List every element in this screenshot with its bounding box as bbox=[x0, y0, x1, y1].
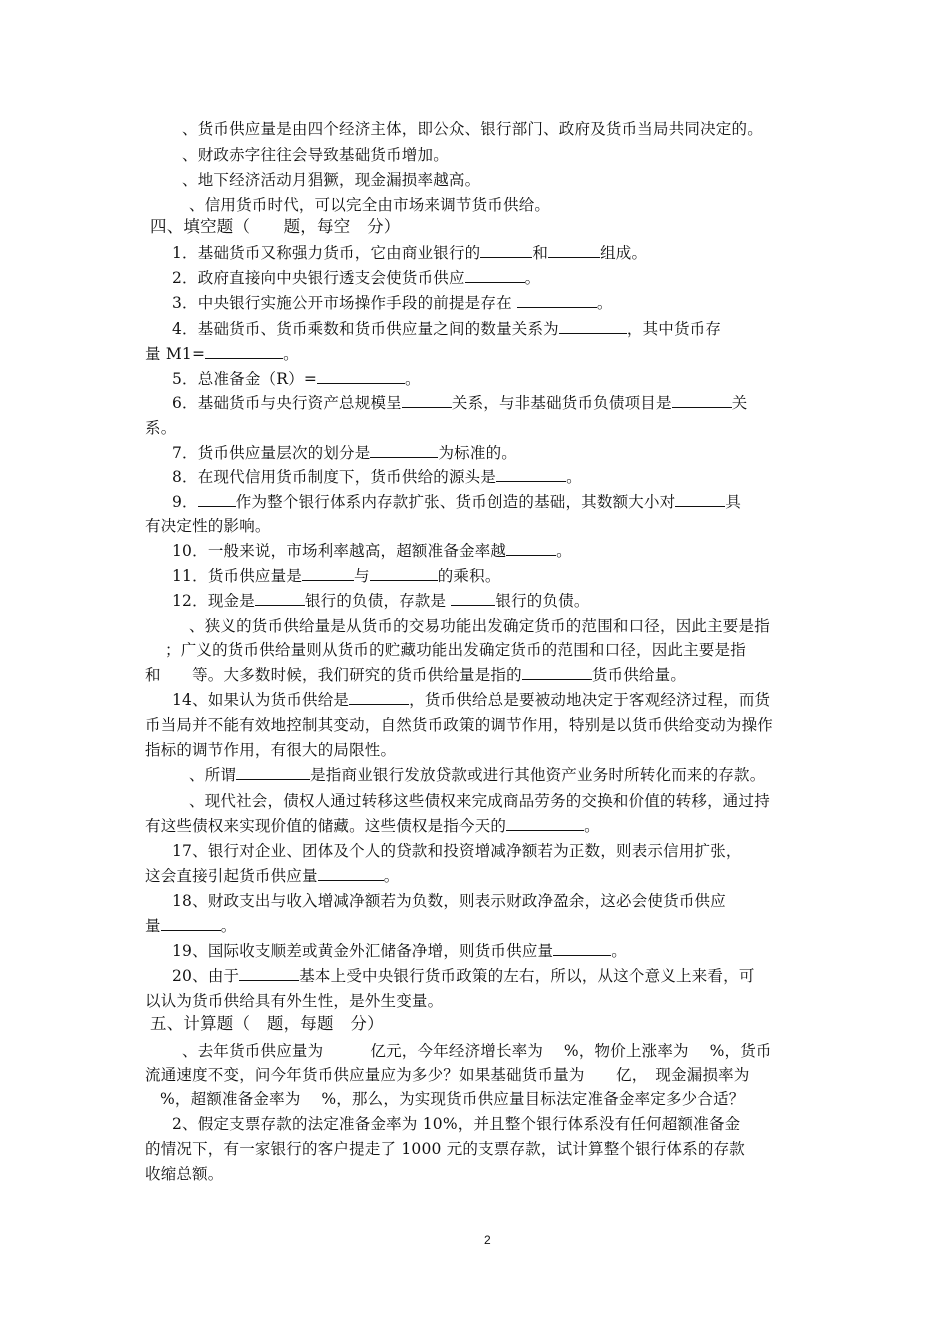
q2-text-c: 。 bbox=[524, 269, 541, 287]
answer-blank bbox=[548, 242, 600, 258]
question-20-cont: 以认为货币供给具有外生性，是外生变量。 bbox=[145, 992, 444, 1010]
q17-text-a: 这会直接引起货币供应量 bbox=[145, 867, 318, 885]
answer-blank bbox=[198, 491, 236, 507]
question-9 bbox=[172, 491, 741, 513]
q8-text-a: 8．在现代信用货币制度下，货币供给的源头是 bbox=[172, 468, 497, 486]
q20-text-c: 基本上受中央银行货币政策的左右，所以，从这个意义上来看，可 bbox=[299, 967, 755, 985]
answer-blank bbox=[553, 940, 611, 956]
q1-text-b: 和 bbox=[532, 244, 549, 262]
q14-text-c: ，货币供给总是要被动地决定于客观经济过程，而货 bbox=[409, 691, 771, 709]
question-2 bbox=[172, 267, 540, 289]
q19-text-a: 19、国际收支顺差或黄金外汇储备净增，则货币供应量 bbox=[172, 942, 554, 960]
q17-text-c: 。 bbox=[383, 867, 400, 885]
question-19 bbox=[172, 940, 627, 962]
question-3 bbox=[172, 292, 613, 314]
question-5 bbox=[172, 368, 421, 390]
answer-blank bbox=[517, 292, 597, 308]
answer-blank bbox=[506, 540, 556, 556]
question-12 bbox=[172, 590, 590, 612]
q1-text-c: 组成。 bbox=[600, 244, 648, 262]
q3-text-a: 3．中央银行实施公开市场操作手段的前提是存在 bbox=[172, 294, 517, 312]
tf-statement-4: 、信用货币时代，可以完全由市场来调节货币供给。 bbox=[189, 196, 551, 214]
q9-text-c: 具 bbox=[725, 493, 742, 511]
question-8 bbox=[172, 466, 582, 488]
q5-text-a: 5．总准备金（R）= bbox=[172, 370, 318, 388]
question-20 bbox=[172, 965, 755, 987]
q6-text-b: 关系，与非基础货币负债项目是 bbox=[451, 394, 672, 412]
q18-text-c: 。 bbox=[220, 917, 237, 935]
question-4 bbox=[172, 318, 721, 340]
question-6-cont: 系。 bbox=[145, 419, 177, 437]
question-16: 、现代社会，债权人通过转移这些债权来完成商品劳务的交换和价值的转移，通过持 bbox=[189, 792, 770, 810]
question-7 bbox=[172, 442, 517, 464]
q14-text-a: 14、如果认为货币供给是 bbox=[172, 691, 350, 709]
answer-blank bbox=[402, 392, 452, 408]
answer-blank bbox=[370, 442, 438, 458]
question-13-cont-2 bbox=[145, 664, 686, 686]
answer-blank bbox=[496, 466, 566, 482]
answer-blank bbox=[205, 343, 283, 359]
q13-text-c: 货币供给量。 bbox=[591, 666, 687, 684]
q4-text-c: ，其中货币存 bbox=[626, 320, 722, 338]
question-15 bbox=[189, 764, 765, 786]
q4b-text-c: 。 bbox=[283, 345, 299, 363]
q1-text-a: 1．基础货币又称强力货币，它由商业银行的 bbox=[172, 244, 481, 262]
question-14-cont-2: 指标的调节作用，有很大的局限性。 bbox=[145, 741, 397, 759]
q18-text-a: 量 bbox=[145, 917, 161, 935]
answer-blank bbox=[672, 392, 732, 408]
calc-question-1-cont-2: %，超额准备金率为 %，那么，为实现货币供应量目标法定准备金率定多少合适？ bbox=[160, 1090, 745, 1108]
question-6 bbox=[172, 392, 747, 414]
q10-text-a: 10．一般来说，市场利率越高，超额准备金率越 bbox=[172, 542, 507, 560]
answer-blank bbox=[318, 865, 384, 881]
question-17-cont bbox=[145, 865, 399, 887]
q2-text-a: 2．政府直接向中央银行透支会使货币供应 bbox=[172, 269, 465, 287]
q9-text-a: 9． bbox=[172, 493, 198, 511]
question-14 bbox=[172, 689, 770, 711]
answer-blank bbox=[239, 965, 299, 981]
answer-blank bbox=[506, 815, 584, 831]
q12-text-b: 银行的负债，存款是 bbox=[304, 592, 452, 610]
q16-text-c: 。 bbox=[584, 817, 600, 835]
q20-text-a: 20、由于 bbox=[172, 967, 240, 985]
tf-statement-1: 、货币供应量是由四个经济主体，即公众、银行部门、政府及货币当局共同决定的。 bbox=[182, 120, 763, 138]
q4b-text-a: 量 M1= bbox=[145, 345, 206, 363]
q10-text-c: 。 bbox=[556, 542, 572, 560]
answer-blank bbox=[317, 368, 405, 384]
q11-text-b: 与 bbox=[354, 567, 370, 585]
answer-blank bbox=[255, 590, 305, 606]
q3-text-c: 。 bbox=[596, 294, 613, 312]
answer-blank bbox=[302, 565, 354, 581]
q11-text-c: 的乘积。 bbox=[437, 567, 501, 585]
q12-text-c: 银行的负债。 bbox=[495, 592, 590, 610]
answer-blank bbox=[559, 318, 627, 334]
calc-question-2-cont-1: 的情况下，有一家银行的客户提走了 1000 元的支票存款，试计算整个银行体系的存款 bbox=[145, 1140, 746, 1158]
question-1 bbox=[172, 242, 647, 264]
question-17: 17、银行对企业、团体及个人的贷款和投资增减净额若为正数，则表示信用扩张， bbox=[172, 842, 742, 860]
section-heading-fill-blank: 四、填空题（ 题，每空 分） bbox=[150, 217, 401, 236]
section-heading-calculation: 五、计算题（ 题，每题 分） bbox=[150, 1014, 384, 1033]
q5-text-c: 。 bbox=[405, 370, 421, 388]
q8-text-c: 。 bbox=[566, 468, 582, 486]
answer-blank bbox=[522, 664, 592, 680]
q16-text-a: 有这些债权来实现价值的储藏。这些债权是指今天的 bbox=[145, 817, 507, 835]
q9-text-b: 作为整个银行体系内存款扩张、货币创造的基础，其数额大小对 bbox=[235, 493, 676, 511]
calc-question-2: 2、假定支票存款的法定准备金率为 10%，并且整个银行体系没有任何超额准备金 bbox=[172, 1115, 741, 1133]
q12-text-a: 12．现金是 bbox=[172, 592, 255, 610]
question-13: 、狭义的货币供给量是从货币的交易功能出发确定货币的范围和口径，因此主要是指 bbox=[189, 617, 770, 635]
question-9-cont: 有决定性的影响。 bbox=[145, 517, 271, 535]
tf-statement-2: 、财政赤字往往会导致基础货币增加。 bbox=[182, 146, 449, 164]
calc-question-1-cont-1: 流通速度不变，问今年货币供应量应为多少？如果基础货币量为 亿， 现金漏损率为 bbox=[145, 1066, 750, 1084]
tf-statement-3: 、地下经济活动月猖獗，现金漏损率越高。 bbox=[182, 171, 481, 189]
question-10 bbox=[172, 540, 572, 562]
calc-question-1: 、去年货币供应量为 亿元，今年经济增长率为 %，物价上涨率为 %，货币 bbox=[182, 1042, 772, 1060]
question-18-cont bbox=[145, 915, 236, 937]
q6-text-c: 关 bbox=[731, 394, 748, 412]
q7-text-c: 为标准的。 bbox=[438, 444, 517, 462]
answer-blank bbox=[675, 491, 725, 507]
q15-text-c: 是指商业银行发放贷款或进行其他资产业务时所转化而来的存款。 bbox=[310, 766, 766, 784]
question-14-cont-1: 币当局并不能有效地控制其变动，自然货币政策的调节作用，特别是以货币供给变动为操作 bbox=[145, 716, 774, 734]
calc-question-2-cont-2: 收缩总额。 bbox=[145, 1165, 224, 1183]
q7-text-a: 7．货币供应量层次的划分是 bbox=[172, 444, 371, 462]
q15-text-a: 、所谓 bbox=[189, 766, 237, 784]
question-13-cont-1: ；广义的货币供给量则从货币的贮藏功能出发确定货币的范围和口径，因此主要是指 bbox=[165, 641, 746, 659]
answer-blank bbox=[236, 764, 310, 780]
q4-text-a: 4．基础货币、货币乘数和货币供应量之间的数量关系为 bbox=[172, 320, 559, 338]
page-number: 2 bbox=[484, 1233, 491, 1247]
answer-blank bbox=[161, 915, 221, 931]
q6-text-a: 6．基础货币与央行资产总规模呈 bbox=[172, 394, 402, 412]
q11-text-a: 11．货币供应量是 bbox=[172, 567, 303, 585]
answer-blank bbox=[370, 565, 438, 581]
question-4-cont bbox=[145, 343, 299, 365]
answer-blank bbox=[451, 590, 495, 606]
answer-blank bbox=[349, 689, 409, 705]
question-18: 18、财政支出与收入增减净额若为负数，则表示财政净盈余，这必会使货币供应 bbox=[172, 892, 726, 910]
q19-text-c: 。 bbox=[611, 942, 627, 960]
answer-blank bbox=[480, 242, 532, 258]
question-16-cont bbox=[145, 815, 600, 837]
question-11 bbox=[172, 565, 501, 587]
q13-text-a: 和 等。大多数时候，我们研究的货币供给量是指的 bbox=[145, 666, 522, 684]
answer-blank bbox=[465, 267, 525, 283]
